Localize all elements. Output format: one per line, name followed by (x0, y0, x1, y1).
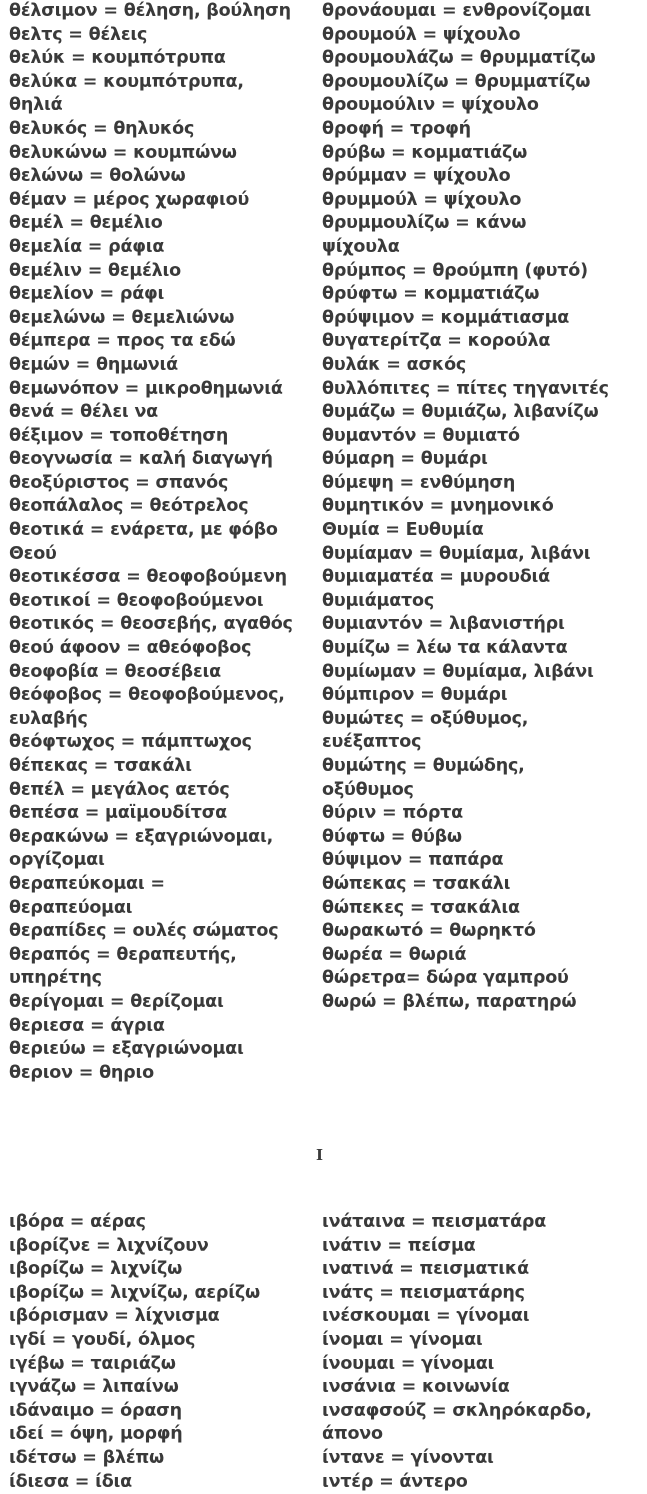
glossary-line: θεοφοβία = θεοσέβεια (9, 661, 221, 682)
glossary-line: οργίζομαι (9, 850, 105, 871)
glossary-line: θρύβω = κομματιάζω (322, 142, 528, 163)
glossary-line: θεόφτωχος = πάμπτωχος (9, 732, 252, 753)
glossary-line: ιδάναιμο = όραση (9, 1400, 182, 1421)
glossary-line: θέμπερα = προς τα εδώ (9, 331, 236, 352)
glossary-line: ψίχουλα (322, 236, 400, 257)
glossary-line: θύριν = πόρτα (322, 803, 463, 824)
glossary-line: θελτς = θέλεις (9, 24, 148, 45)
glossary-line: θεπέλ = μεγάλος αετός (9, 779, 230, 800)
glossary-line: ινάτιν = πείσμα (322, 1235, 476, 1256)
entries-column-bottom-left (9, 1211, 260, 1494)
glossary-line: άπονο (322, 1424, 383, 1445)
glossary-line: θωρέα = θωριά (322, 944, 467, 965)
glossary-line: ινσαφσούζ = σκληρόκαρδο, (322, 1400, 592, 1421)
glossary-line: θώπεκες = τσακάλια (322, 897, 520, 918)
glossary-line: θύφτω = θύβω (322, 826, 462, 847)
glossary-line: ιγέβω = ταιριάζω (9, 1353, 176, 1374)
glossary-line: υπηρέτης (9, 968, 102, 989)
glossary-line: θεραπεύομαι (9, 897, 133, 918)
glossary-line: ινάτς = πεισματάρης (322, 1282, 525, 1303)
glossary-line: θεογνωσία = καλή διαγωγή (9, 449, 273, 470)
glossary-line: ινέσκουμαι = γίνομαι (322, 1306, 530, 1327)
glossary-line: θηλιά (9, 95, 63, 116)
glossary-line: θέμαν = μέρος χωραφιού (9, 189, 250, 210)
glossary-line: ίνουμαι = γίνομαι (322, 1353, 495, 1374)
glossary-line: θρύμμαν = ψίχουλο (322, 166, 511, 187)
glossary-line: θυλλόπιτες = πίτες τηγανιτές (322, 378, 609, 399)
glossary-line: θυμίωμαν = θυμίαμα, λιβάνι (322, 661, 594, 682)
glossary-line: θεοτικοί = θεοφοβούμενοι (9, 590, 264, 611)
glossary-line: θεραπεύκομαι = (9, 873, 165, 894)
glossary-line: θώρετρα= δώρα γαμπρού (322, 968, 569, 989)
glossary-line: θυμώτης = θυμώδης, (322, 756, 525, 776)
entries-column-top-right (322, 0, 609, 1015)
glossary-line: θεριεύω = εξαγριώνομαι (9, 1039, 244, 1060)
glossary-line: θεραπίδες = ουλές σώματος (9, 921, 279, 942)
glossary-line: θέξιμον = τοποθέτηση (9, 425, 229, 446)
glossary-line: θρυμμουλίζω = κάνω (322, 213, 527, 234)
glossary-line: θεμωνόπον = μικροθημωνιά (9, 378, 283, 399)
glossary-line: θερίγομαι = θερίζομαι (9, 991, 224, 1012)
section-letter-heading: I (316, 1146, 324, 1164)
glossary-line: θυλάκ = ασκός (322, 354, 467, 375)
glossary-line: θελυκώνω = κουμπώνω (9, 142, 237, 163)
glossary-line: θελώνω = θολώνω (9, 166, 186, 187)
glossary-line: θρουμουλάζω = θρυμματίζω (322, 48, 596, 69)
glossary-line: ιγνάζω = λιπαίνω (9, 1377, 179, 1398)
glossary-line: θεμών = θημωνιά (9, 354, 178, 375)
glossary-line: θελυκός = θηλυκός (9, 118, 195, 139)
glossary-line: θεριον = θηριο (9, 1062, 154, 1083)
glossary-line: θεοτικός = θεοσεβής, αγαθός (9, 614, 293, 635)
glossary-line: θροφή = τροφή (322, 118, 471, 139)
glossary-line: θεμέλιν = θεμέλιο (9, 260, 181, 281)
glossary-line: θυμιάματος (322, 590, 435, 611)
glossary-line: θρουμούλ = ψίχουλο (322, 24, 521, 45)
glossary-line: θρυμμούλ = ψίχουλο (322, 189, 522, 210)
glossary-line: θρουμουλίζω = θρυμματίζω (322, 71, 591, 92)
glossary-line: ίδιεσα = ίδια (9, 1471, 132, 1492)
glossary-line: θεοξύριστος = σπανός (9, 472, 229, 493)
glossary-line: ινατινά = πεισματικά (322, 1259, 529, 1280)
glossary-line: θέλσιμον = θέληση, βούληση (9, 1, 291, 21)
entries-column-bottom-right (322, 1211, 592, 1494)
glossary-line: θέπεκας = τσακάλι (9, 756, 192, 776)
glossary-line: Θεού (9, 543, 57, 564)
glossary-line: ευέξαπτος (322, 732, 422, 753)
glossary-line: θεόφοβος = θεοφοβούμενος, (9, 685, 285, 706)
glossary-line: θεριεσα = άγρια (9, 1015, 165, 1036)
glossary-line: θυμαντόν = θυμιατό (322, 425, 520, 446)
glossary-line: ιγδί = γουδί, όλμος (9, 1329, 196, 1350)
glossary-line: θεοτικά = ενάρετα, με φόβο (9, 520, 278, 541)
glossary-line: ιντέρ = άντερο (322, 1471, 468, 1492)
glossary-line: θεοπάλαλος = θεότρελος (9, 496, 249, 517)
glossary-line: ίνομαι = γίνομαι (322, 1329, 483, 1350)
glossary-line: ιβόρισμαν = λίχνισμα (9, 1306, 220, 1327)
glossary-line: θώπεκας = τσακάλι (322, 873, 511, 894)
glossary-line: θύμαρη = θυμάρι (322, 449, 488, 470)
glossary-line: θυμίζω = λέω τα κάλαντα (322, 638, 568, 659)
entries-column-top-left (9, 0, 293, 1085)
glossary-line: θενά = θέλει να (9, 402, 158, 423)
glossary-line: θεμελία = ράφια (9, 236, 165, 257)
glossary-line: ιδέτσω = βλέπω (9, 1447, 165, 1468)
glossary-line: θυμώτες = οξύθυμος, (322, 708, 529, 729)
glossary-line: οξύθυμος (322, 779, 414, 800)
glossary-line: θυμάζω = θυμιάζω, λιβανίζω (322, 402, 599, 423)
glossary-line: θεραπός = θεραπευτής, (9, 944, 237, 965)
glossary-line: ιβορίζω = λιχνίζω, αερίζω (9, 1282, 260, 1303)
glossary-line: θεοτικέσσα = θεοφοβούμενη (9, 567, 287, 588)
glossary-line: θυμιαματέα = μυρουδιά (322, 567, 550, 588)
glossary-line: θρονάουμαι = ενθρονίζομαι (322, 1, 591, 21)
glossary-line: θυμίαμαν = θυμίαμα, λιβάνι (322, 543, 591, 564)
glossary-line: θεμελώνω = θεμελιώνω (9, 307, 235, 328)
glossary-line: θύψιμον = παπάρα (322, 850, 504, 871)
glossary-line: ιδεί = όψη, μορφή (9, 1424, 183, 1445)
glossary-line: Θυμία = Ευθυμία (322, 520, 484, 541)
glossary-line: θωρακωτό = θωρηκτό (322, 921, 536, 942)
glossary-line: θύμπιρον = θυμάρι (322, 685, 508, 706)
glossary-line: θυγατερίτζα = κορούλα (322, 331, 551, 352)
glossary-line: ινσάνια = κοινωνία (322, 1377, 510, 1398)
glossary-line: θερακώνω = εξαγριώνομαι, (9, 826, 274, 847)
glossary-line: θυμιαντόν = λιβανιστήρι (322, 614, 565, 635)
glossary-line: θελύκ = κουμπότρυπα (9, 48, 226, 69)
glossary-line: θρύφτω = κομματιάζω (322, 284, 540, 305)
glossary-line: θωρώ = βλέπω, παρατηρώ (322, 991, 577, 1012)
glossary-line: ευλαβής (9, 708, 88, 729)
glossary-line: θελύκα = κουμπότρυπα, (9, 71, 244, 92)
glossary-line: θεμέλ = θεμέλιο (9, 213, 163, 234)
glossary-line: ίντανε = γίνονται (322, 1447, 494, 1468)
glossary-line: θεού άφοον = αθεόφοβος (9, 638, 252, 659)
glossary-line: ιβορίζνε = λιχνίζουν (9, 1235, 209, 1256)
glossary-line: ιβορίζω = λιχνίζω (9, 1259, 183, 1280)
glossary-line: θεμελίον = ράφι (9, 284, 165, 305)
glossary-line: θρύψιμον = κομμάτιασμα (322, 307, 570, 328)
glossary-line: θεπέσα = μαϊμουδίτσα (9, 803, 227, 824)
glossary-line: ιβόρα = αέρας (9, 1212, 146, 1232)
glossary-line: ινάταινα = πεισματάρα (322, 1212, 547, 1232)
glossary-line: θύμεψη = ενθύμηση (322, 472, 516, 493)
glossary-line: θυμητικόν = μνημονικό (322, 496, 554, 517)
glossary-line: θρύμπος = θρούμπη (φυτό) (322, 260, 588, 281)
glossary-line: θρουμούλιν = ψίχουλο (322, 95, 539, 116)
